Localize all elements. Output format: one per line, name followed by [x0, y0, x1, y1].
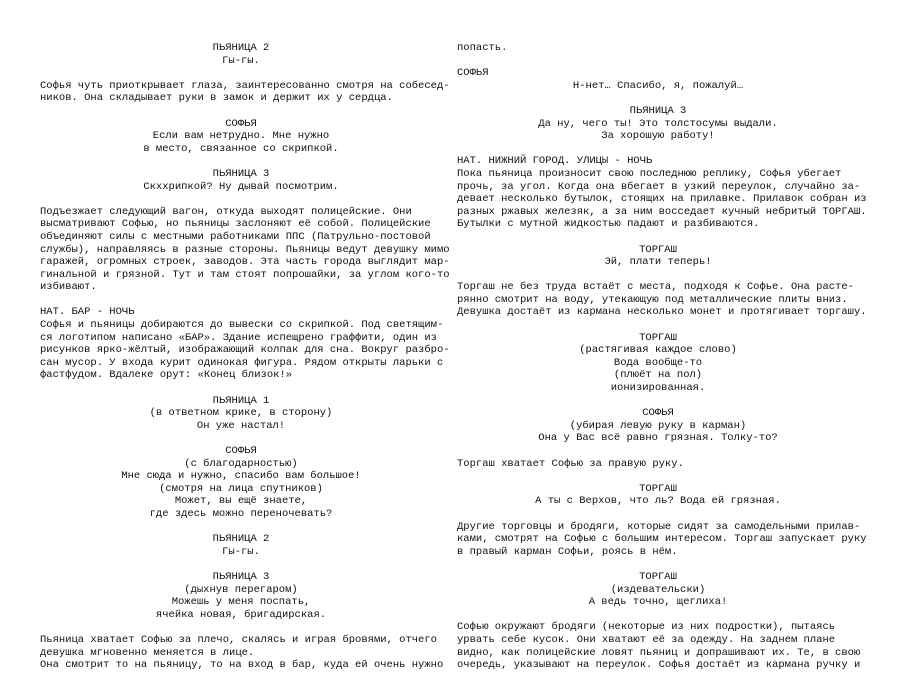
- parenthetical: (в ответном крике, в сторону): [149, 407, 333, 420]
- blank-line: [457, 269, 859, 282]
- action-line: гаражей, огромных строек, заводов. Эта часть города выглядит мар-: [40, 256, 450, 269]
- left-column: [40, 42, 450, 672]
- action-line: в правый карман Софьи, роясь в нём.: [457, 545, 678, 558]
- action-line: разных ржавых железяк, а за ним восседает кучный небритый ТОРГАШ.: [457, 205, 867, 218]
- blank-line: [457, 445, 859, 458]
- dialogue-line: Эй, плати теперь!: [604, 256, 712, 269]
- blank-line: [457, 395, 859, 408]
- action-line: прочь, за угол. Когда она вбегает в узкий переулок, случайно за-: [457, 180, 861, 193]
- character-name: ТОРГАШ: [639, 570, 677, 583]
- action-line: Торгаш не без труда встаёт с места, подходя к Софье. Она расте-: [457, 281, 854, 294]
- action-line: очередь, указывают на переулок. Софья достаёт из кармана ручку и: [457, 659, 861, 672]
- blank-line: [40, 621, 442, 634]
- blank-line: [40, 382, 442, 395]
- action-line: Она смотрит то на пьяницу, то на вход в бар, куда ей очень нужно: [40, 659, 444, 672]
- blank-line: [40, 432, 442, 445]
- parenthetical: (издевательски): [610, 583, 706, 596]
- action-line: девушка мгновенно меняется в лице.: [40, 646, 255, 659]
- dialogue-line: За хорошую работу!: [601, 130, 715, 143]
- dialogue-line: Да ну, чего ты! Это толстосумы выдали.: [538, 117, 778, 130]
- action-line: Девушка достаёт из кармана несколько монет и протягивает торгашу.: [457, 306, 867, 319]
- blank-line: [457, 558, 859, 571]
- dialogue-line: Н-нет… Спасибо, я, пожалуй…: [572, 79, 744, 92]
- action-line: ников. Она складывает руки в замок и держит их у сердца.: [40, 92, 393, 105]
- dialogue-line: Может, вы ещё знаете,: [174, 495, 308, 508]
- action-line: избивают.: [40, 281, 97, 294]
- action-line: ками, смотрят на Софью с большим интересом. Торгаш запускает руку: [457, 533, 867, 546]
- action-line: НАТ. БАР - НОЧЬ: [40, 306, 135, 319]
- action-line: Бутылки с мутной жидкостью падают и разбиваются.: [457, 218, 760, 231]
- dialogue-line: Мне сюда и нужно, спасибо вам большое!: [121, 470, 361, 483]
- dialogue-line: Она у Вас всё равно грязная. Толку-то?: [538, 432, 778, 445]
- action-line: СОФЬЯ: [457, 67, 489, 80]
- blank-line: [457, 609, 859, 622]
- dialogue-line: Если вам нетрудно. Мне нужно: [152, 130, 330, 143]
- parenthetical: (смотря на лица спутников): [159, 482, 323, 495]
- blank-line: [457, 231, 859, 244]
- action-line: девает несколько бутылок, стоящих на прилавке. Прилавок собран из: [457, 193, 867, 206]
- action-line: службы), направляясь в разные стороны. Пьяницы ведут девушку мимо: [40, 243, 450, 256]
- character-name: ПЬЯНИЦА 2: [212, 42, 270, 54]
- blank-line: [457, 508, 859, 521]
- dialogue-line: ионизированная.: [610, 382, 706, 395]
- blank-line: [457, 55, 859, 68]
- dialogue-line: Скххрипкой? Ну дывай посмотрим.: [143, 180, 339, 193]
- dialogue-line: А ты с Верхов, что ль? Вода ей грязная.: [535, 495, 781, 508]
- right-column: [457, 42, 867, 672]
- character-name: ПЬЯНИЦА 3: [212, 167, 270, 180]
- action-line: фастфудом. Вдалеке орут: «Конец близок!»: [40, 369, 293, 382]
- character-name: СОФЬЯ: [225, 117, 257, 130]
- action-line: рисунков ярко-жёлтый, изображающий колпак для сна. Вокруг разбро-: [40, 344, 450, 357]
- character-name: ПЬЯНИЦА 1: [212, 394, 270, 407]
- action-line: Пьяница хватает Софью за плечо, скалясь и играя бровями, отчего: [40, 633, 437, 646]
- blank-line: [40, 67, 442, 80]
- action-line: урвать себе кусок. Они хватают её за одежду. На заднем плане: [457, 633, 836, 646]
- action-line: Пока пьяница произносит свою последнюю реплику, Софья убегает: [457, 167, 842, 180]
- character-name: ПЬЯНИЦА 3: [212, 570, 270, 583]
- character-name: СОФЬЯ: [225, 445, 257, 457]
- action-line: Другие торговцы и бродяги, которые сидят за самодельными прилав-: [457, 520, 861, 533]
- blank-line: [457, 92, 859, 105]
- dialogue-line: Он уже настал!: [196, 419, 286, 432]
- character-name: СОФЬЯ: [642, 407, 674, 420]
- character-name: ПЬЯНИЦА 2: [212, 533, 270, 546]
- dialogue-line: где здесь можно переночевать?: [149, 507, 333, 520]
- action-line: рянно смотрит на воду, утекающую под металлические плиты вниз.: [457, 293, 848, 306]
- action-line: Софья чуть приоткрывает глаза, заинтересованно смотря на собесед-: [40, 79, 450, 92]
- parenthetical: (плюёт на пол): [613, 369, 703, 382]
- dialogue-line: ячейка новая, бригадирская.: [155, 608, 327, 621]
- action-line: высматривают Софью, но пьяницы заслоняют её собой. Полицейские: [40, 218, 431, 231]
- dialogue-line: Гы-гы.: [222, 54, 260, 67]
- action-line: Софью окружают бродяги (некоторые из них подростки), пытаясь: [457, 621, 836, 634]
- action-line: сан мусор. У входа курит одинокая фигура. Рядом открыты ларьки с: [40, 356, 444, 369]
- dialogue-line: Вода вообще-то: [613, 356, 703, 369]
- blank-line: [40, 155, 442, 168]
- parenthetical: (растягивая каждое слово): [579, 344, 737, 357]
- blank-line: [457, 470, 859, 483]
- action-line: Софья и пьяницы добираются до вывески со скрипкой. Под светящим-: [40, 319, 444, 332]
- dialogue-line: Гы-гы.: [222, 545, 260, 558]
- action-line: Торгаш хватает Софью за правую руку.: [457, 457, 684, 470]
- blank-line: [40, 105, 442, 118]
- action-line: объединяют силы с местными работниками ППС (Патрульно-постовой: [40, 230, 431, 243]
- character-name: ТОРГАШ: [639, 482, 677, 495]
- action-line: попасть.: [457, 42, 508, 54]
- action-line: видно, как полицейские ловят пьяниц и допрашивают их. Те, в свою: [457, 646, 861, 659]
- blank-line: [457, 319, 859, 332]
- blank-line: [40, 558, 442, 571]
- blank-line: [40, 193, 442, 206]
- character-name: ТОРГАШ: [639, 243, 677, 256]
- character-name: ПЬЯНИЦА 3: [629, 104, 687, 117]
- parenthetical: (убирая левую руку в карман): [569, 419, 747, 432]
- parenthetical: (дыхнув перегаром): [184, 583, 298, 596]
- parenthetical: (с благодарностью): [184, 457, 298, 470]
- action-line: гинальной и грязной. Тут и там стоят попрошайки, за углом кого-то: [40, 268, 450, 281]
- blank-line: [40, 521, 442, 534]
- action-line: НАТ. НИЖНИЙ ГОРОД. УЛИЦЫ - НОЧЬ: [457, 155, 653, 168]
- action-line: ся логотипом написано «БАР». Здание испещрено граффити, один из: [40, 331, 437, 344]
- dialogue-line: Можешь у меня поспать,: [171, 596, 311, 609]
- character-name: ТОРГАШ: [639, 331, 677, 344]
- blank-line: [40, 294, 442, 307]
- action-line: Подъезжает следующий вагон, откуда выходят полицейские. Они: [40, 205, 412, 218]
- blank-line: [457, 143, 859, 156]
- dialogue-line: в место, связанное со скрипкой.: [143, 142, 339, 155]
- dialogue-line: А ведь точно, щеглиха!: [588, 596, 728, 609]
